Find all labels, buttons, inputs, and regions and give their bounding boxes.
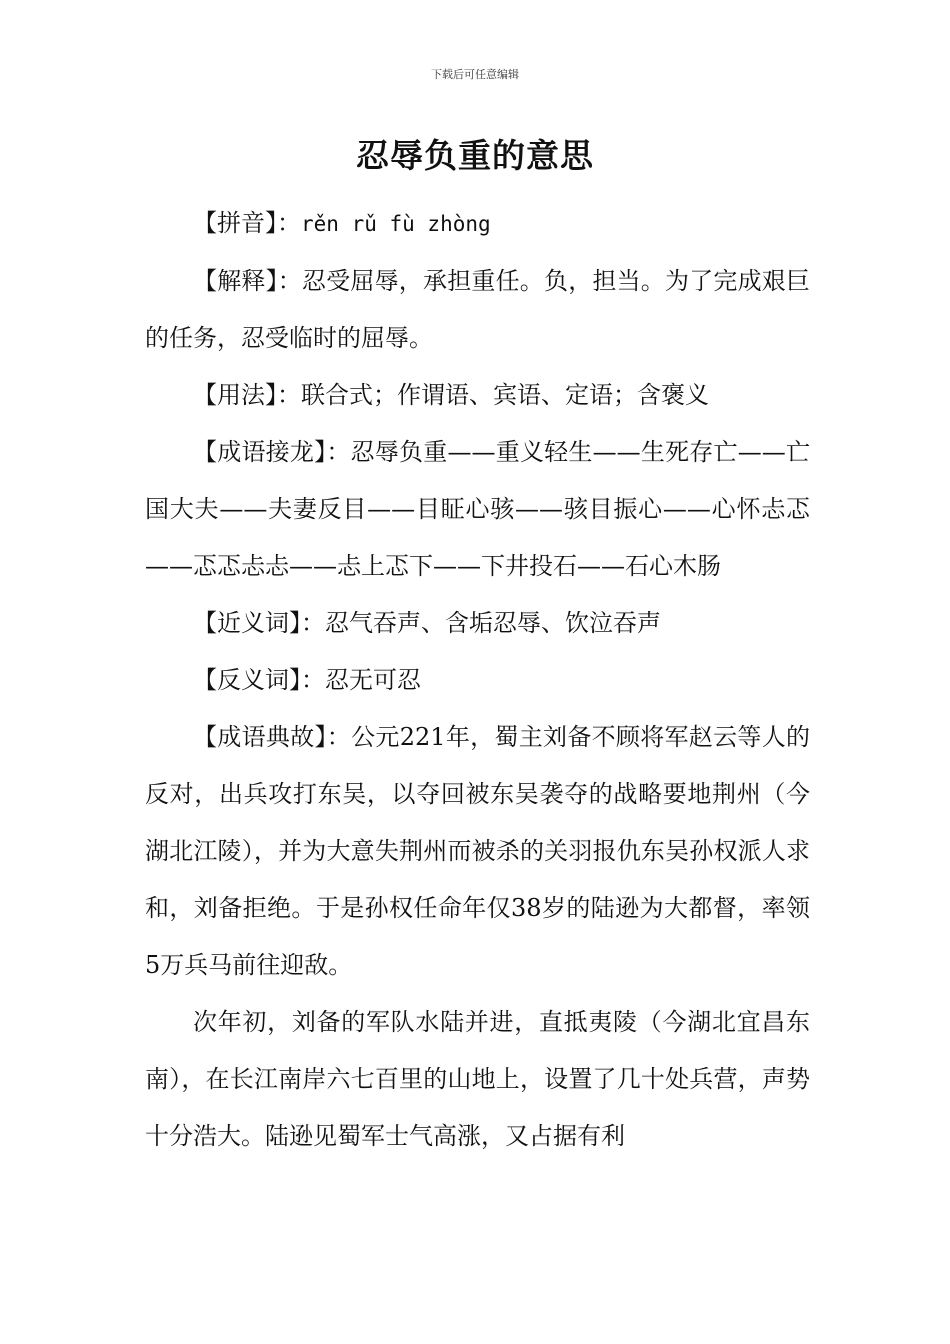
synonyms-label: 【近义词】：: [193, 609, 325, 637]
story-text: 公元221年，蜀主刘备不顾将军赵云等人的反对，出兵攻打东吴，以夺回被东吴袭夺的战略要地荆州（今湖北江陵），并为大意失荆州而被杀的关羽报仇东吴孙权派人求和，刘备拒绝。于是孙权任命年仅38岁的陆逊为大都督，率领5万兵马前往迎敌。: [145, 723, 811, 979]
antonyms-paragraph: [145, 652, 810, 709]
story-paragraph: [145, 709, 810, 994]
synonyms-text: 忍气吞声、含垢忍辱、饮泣吞声: [325, 609, 661, 637]
pinyin-paragraph: [145, 195, 810, 253]
usage-text: 联合式；作谓语、宾语、定语；含褒义: [301, 381, 709, 409]
pinyin-text: rěn rǔ fù zhòng: [301, 212, 491, 236]
idiom-chain-text: 忍辱负重——重义轻生——生死存亡——亡国大夫——夫妻反目——目眐心骇——骇目振心——心怀忐忑——忑忑忐忐——忐上忑下——下井投石——石心木肠: [145, 438, 811, 580]
antonyms-label: 【反义词】：: [193, 666, 325, 694]
usage-label: 【用法】：: [193, 381, 301, 409]
explanation-text: 忍受屈辱，承担重任。负，担当。为了完成艰巨的任务，忍受临时的屈辱。: [145, 267, 810, 352]
header-note: 下载后可任意编辑: [431, 68, 519, 81]
usage-paragraph: [145, 367, 810, 424]
idiom-chain-label: 【成语接龙】：: [193, 438, 351, 466]
document-body: [145, 195, 810, 1165]
idiom-chain-paragraph: [145, 424, 810, 595]
story-label: 【成语典故】：: [193, 723, 352, 751]
explanation-paragraph: [145, 253, 810, 367]
pinyin-label: 【拼音】：: [193, 209, 301, 237]
story-continued-text: 次年初，刘备的军队水陆并进，直抵夷陵（今湖北宜昌东南），在长江南岸六七百里的山地上，设置了几十处兵营，声势十分浩大。陆逊见蜀军士气高涨，又占据有利: [145, 1008, 810, 1150]
document-title: 忍辱负重的意思: [356, 136, 594, 175]
explanation-label: 【解释】：: [193, 267, 302, 295]
story-continued-paragraph: [145, 994, 810, 1165]
synonyms-paragraph: [145, 595, 810, 652]
antonyms-text: 忍无可忍: [325, 666, 421, 694]
